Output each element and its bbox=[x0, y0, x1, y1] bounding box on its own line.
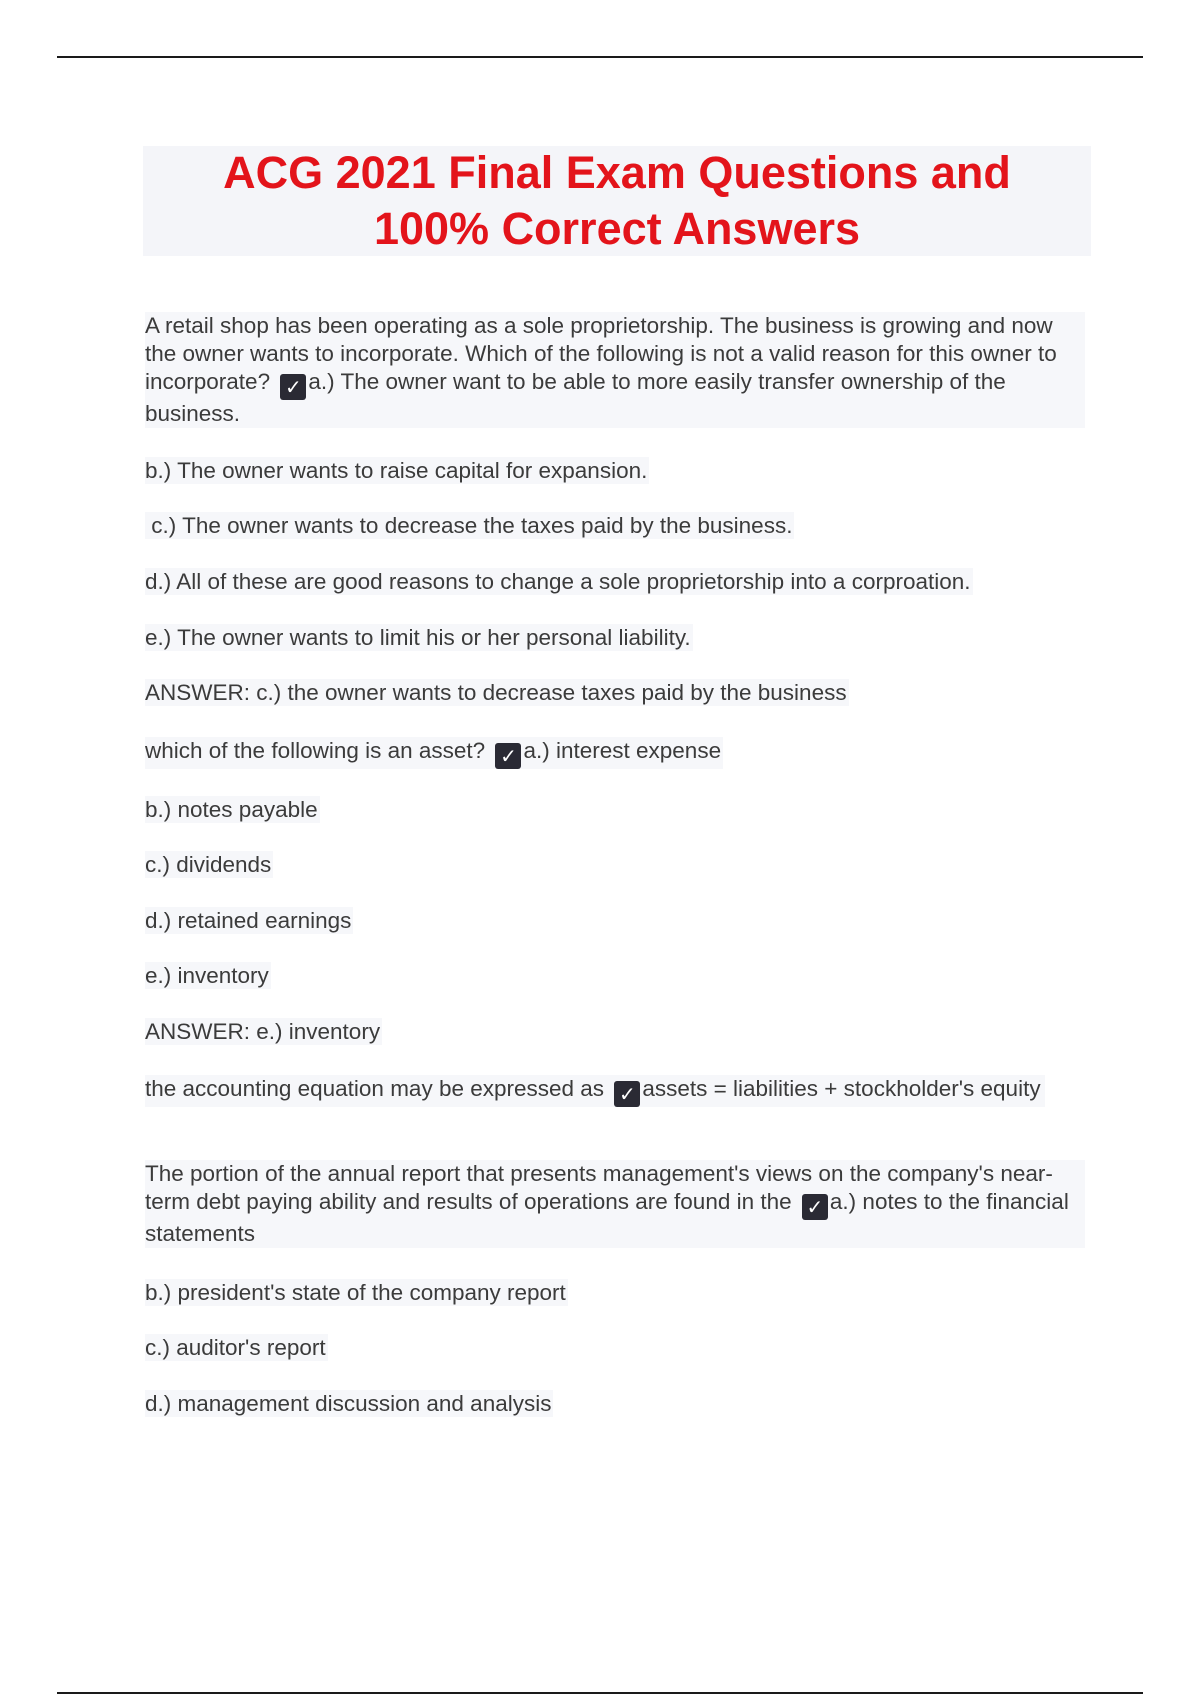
question-block bbox=[145, 1075, 1045, 1107]
answer-line: ANSWER: e.) inventory bbox=[145, 1019, 381, 1044]
answer-option: assets = liabilities + stockholder's equity bbox=[642, 1076, 1041, 1101]
bottom-rule bbox=[57, 1692, 1143, 1694]
checkmark-icon: ✓ bbox=[280, 374, 306, 400]
answer-option: b.) The owner wants to raise capital for expansion. bbox=[145, 458, 648, 483]
answer-option: a.) notes to the financial statements bbox=[145, 1189, 1069, 1246]
answer-option: c.) The owner wants to decrease the taxes paid by the business. bbox=[145, 513, 793, 538]
answer-option: d.) management discussion and analysis bbox=[145, 1391, 552, 1416]
question-stem: The portion of the annual report that presents management's views on the company's near-term debt paying ability and results of operations are found in the bbox=[145, 1161, 1053, 1214]
answer-option: d.) All of these are good reasons to change a sole proprietorship into a corproation. bbox=[145, 569, 971, 594]
question-stem: A retail shop has been operating as a sole proprietorship. The business is growing and now the owner wants to incorporate. Which of the following is not a valid reason for this owner to incorporate? bbox=[145, 313, 1057, 394]
answer-option: d.) retained earnings bbox=[145, 908, 352, 933]
question-stem: the accounting equation may be expressed as bbox=[145, 1076, 605, 1101]
answer-line: ANSWER: c.) the owner wants to decrease taxes paid by the business bbox=[145, 680, 847, 705]
answer-option: b.) president's state of the company report bbox=[145, 1280, 566, 1305]
question-block bbox=[145, 1160, 1085, 1248]
answer-option: c.) auditor's report bbox=[145, 1335, 326, 1360]
top-rule bbox=[57, 56, 1143, 58]
question-block bbox=[145, 312, 1085, 428]
answer-option: c.) dividends bbox=[145, 852, 272, 877]
answer-option: a.) interest expense bbox=[523, 738, 722, 763]
question-stem: which of the following is an asset? bbox=[145, 738, 486, 763]
document-title: ACG 2021 Final Exam Questions and 100% Correct Answers bbox=[223, 147, 1011, 254]
answer-option: b.) notes payable bbox=[145, 797, 318, 822]
checkmark-icon: ✓ bbox=[614, 1081, 640, 1107]
question-block bbox=[145, 737, 723, 769]
answer-option: e.) The owner wants to limit his or her personal liability. bbox=[145, 625, 691, 650]
answer-option: e.) inventory bbox=[145, 963, 269, 988]
title-banner bbox=[143, 146, 1091, 256]
checkmark-icon: ✓ bbox=[495, 743, 521, 769]
checkmark-icon: ✓ bbox=[802, 1194, 828, 1220]
answer-option: a.) The owner want to be able to more easily transfer ownership of the business. bbox=[145, 369, 1006, 426]
